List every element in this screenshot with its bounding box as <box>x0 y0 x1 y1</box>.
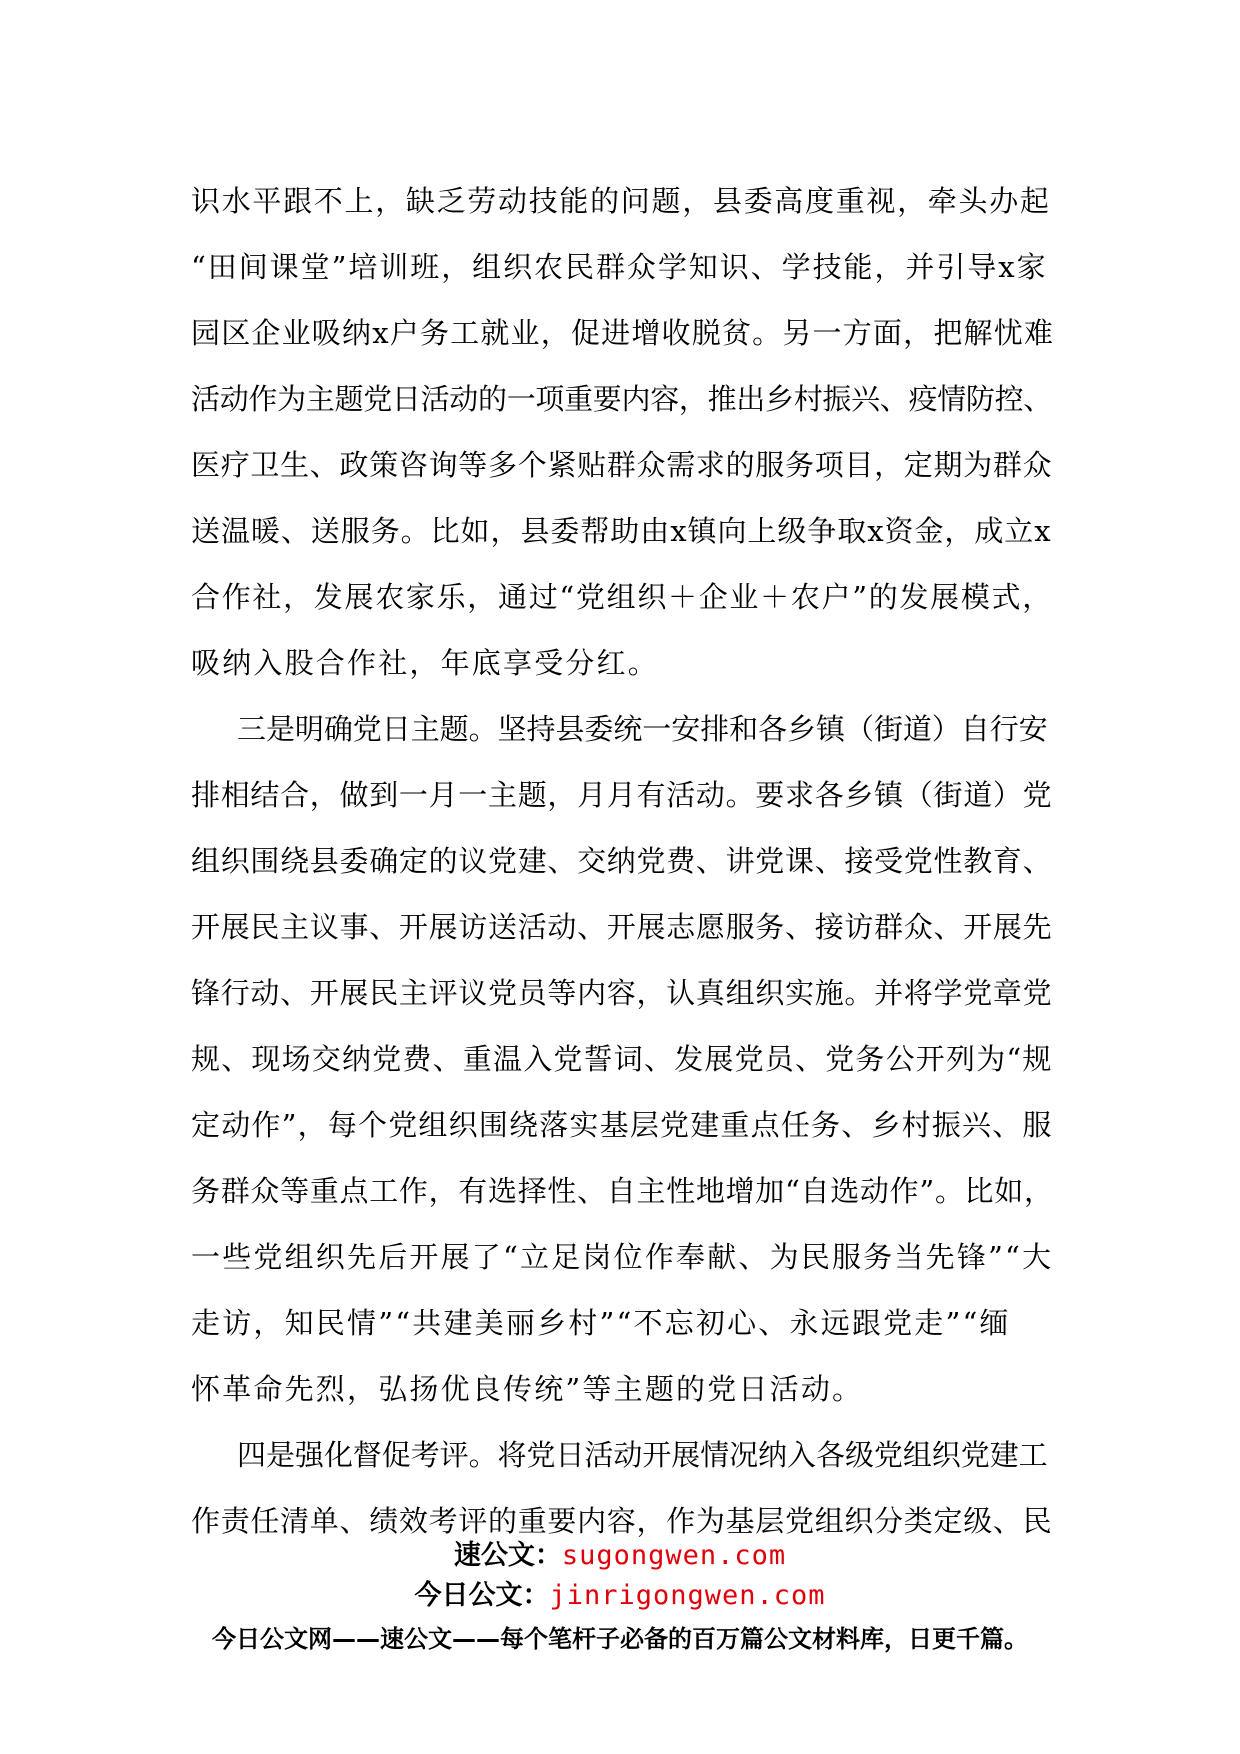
paragraph-line: 定动作”，每个党组织围绕落实基层党建重点任务、乡村振兴、服 <box>191 1108 1053 1142</box>
footer-link-sugongwen[interactable]: sugongwen.com <box>561 1540 787 1571</box>
paragraph-line: 识水平跟不上，缺乏劳动技能的问题，县委高度重视，牵头办起 <box>191 184 1051 218</box>
paragraph-line: 园区企业吸纳x户务工就业，促进增收脱贫。另一方面，把解忧难 <box>191 316 1055 350</box>
footer-jinrigongwen <box>0 1578 1240 1614</box>
paragraph-line: “田间课堂”培训班，组织农民群众学知识、学技能，并引导x家 <box>191 250 1048 284</box>
paragraph-line: 合作社，发展农家乐，通过“党组织＋企业＋农户”的发展模式， <box>191 580 1053 614</box>
paragraph-line: 送温暖、送服务。比如，县委帮助由x镇向上级争取x资金，成立x <box>191 514 1052 548</box>
paragraph-line: 作责任清单、绩效考评的重要内容，作为基层党组织分类定级、民 <box>191 1504 1053 1538</box>
paragraph-line: 医疗卫生、政策咨询等多个紧贴群众需求的服务项目，定期为群众 <box>191 448 1053 482</box>
document-body <box>191 168 1053 1554</box>
paragraph-line: 排相结合，做到一月一主题，月月有活动。要求各乡镇（街道）党 <box>191 778 1053 812</box>
footer-link-jinrigongwen[interactable]: jinrigongwen.com <box>549 1580 826 1611</box>
paragraph-line: 务群众等重点工作，有选择性、自主性地增加“自选动作”。比如， <box>191 1174 1054 1208</box>
paragraph-line: 锋行动、开展民主评议党员等内容，认真组织实施。并将学党章党 <box>191 976 1053 1010</box>
footer-tagline: 今日公文网——速公文——每个笔杆子必备的百万篇公文材料库，日更千篇。 <box>212 1625 1028 1653</box>
paragraph-line: 组织围绕县委确定的议党建、交纳党费、讲党课、接受党性教育、 <box>191 844 1053 878</box>
footer-label-jinrigongwen: 今日公文： <box>414 1580 550 1611</box>
paragraph-line: 规、现场交纳党费、重温入党誓词、发展党员、党务公开列为“规 <box>191 1042 1053 1076</box>
paragraph-line: 走访，知民情”“共建美丽乡村”“不忘初心、永远跟党走”“缅 <box>191 1306 1011 1340</box>
footer-label-sugongwen: 速公文： <box>453 1540 562 1571</box>
footer-sugongwen <box>0 1538 1240 1574</box>
paragraph-line: 一些党组织先后开展了“立足岗位作奉献、为民服务当先锋”“大 <box>191 1240 1054 1274</box>
paragraph-line: 四是强化督促考评。将党日活动开展情况纳入各级党组织党建工 <box>237 1438 1048 1472</box>
paragraph-line: 三是明确党日主题。坚持县委统一安排和各乡镇（街道）自行安 <box>237 712 1048 746</box>
paragraph-line: 吸纳入股合作社，年底享受分红。 <box>191 646 660 680</box>
paragraph-line: 怀革命先烈，弘扬优良传统”等主题的党日活动。 <box>191 1372 864 1406</box>
paragraph-line: 活动作为主题党日活动的一项重要内容，推出乡村振兴、疫情防控、 <box>191 382 1053 416</box>
paragraph-line: 开展民主议事、开展访送活动、开展志愿服务、接访群众、开展先 <box>191 910 1053 944</box>
